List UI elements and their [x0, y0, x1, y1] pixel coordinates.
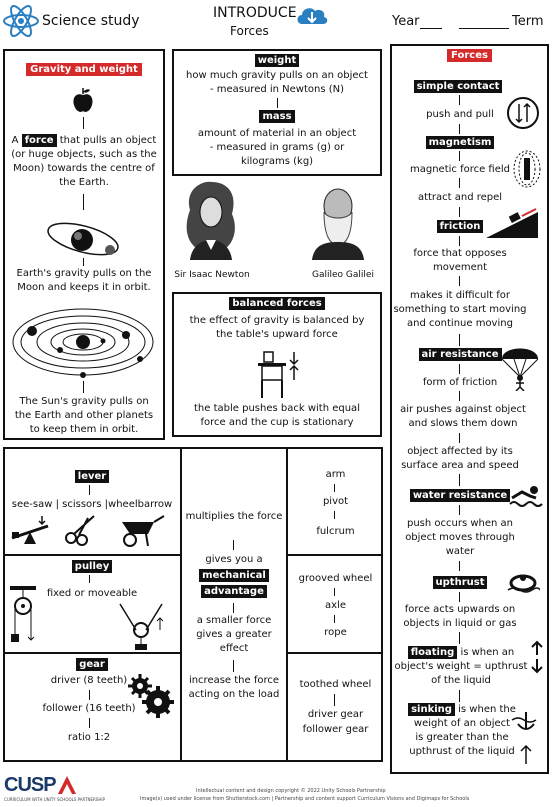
mass-text2: - measured in grams (g) or: [209, 142, 345, 153]
air-pushes-text: air pushes against object and slows them down: [400, 404, 526, 429]
moveable-pulley-icon: [116, 600, 168, 650]
gravity-text3: The Sun's gravity pulls on the Earth and other planets to keep them in orbit.: [14, 396, 154, 435]
galileo-caption: Galileo Galilei: [312, 270, 374, 280]
term-blank: [459, 28, 509, 29]
upthrust-label: upthrust: [433, 576, 488, 589]
license-text: Image(s) used under license from Shutterstock.com | Partnership and content support Curriculum Visions and Digimaps for Schools: [140, 796, 470, 802]
gear-part-toothed: toothed wheel: [299, 679, 372, 690]
pulley-part-rope: rope: [324, 627, 347, 638]
atom-icon: [2, 2, 40, 40]
sinking-text: sinking is when the weight of an object is greater than the upthrust of the liquid: [409, 704, 516, 757]
term-label: Term: [512, 14, 544, 29]
cusp-logo-mark: [58, 776, 76, 794]
pulley-label: pulley: [72, 560, 112, 573]
wheelbarrow-icon: [116, 512, 166, 548]
machines-increase-force: increase the force acting on the load: [188, 675, 280, 700]
mass-text1: amount of material in an object: [197, 128, 357, 139]
balanced-text2: the table pushes back with equal force and the cup is stationary: [194, 403, 360, 428]
galileo-portrait: [302, 180, 374, 260]
weight-text2: - measured in Newtons (N): [209, 84, 345, 95]
gear-driver: driver (8 teeth): [50, 675, 128, 686]
water-resistance-label: water resistance: [410, 489, 510, 502]
lever-label: lever: [75, 470, 109, 483]
gear-label: gear: [76, 658, 108, 671]
gear-follower: follower (16 teeth): [42, 703, 136, 714]
push-pull-text: push and pull: [426, 109, 494, 120]
floating-text: floating is when an object's weight = upthrust of the liquid: [394, 647, 528, 686]
upthrust-def-text: force acts upwards on objects in liquid or gas: [403, 604, 517, 629]
cusp-logo: CUSP: [4, 774, 56, 796]
topic-label: Forces: [230, 24, 269, 38]
gear-ratio: ratio 1:2: [67, 732, 111, 743]
machines-multiplies: multiplies the force: [185, 511, 283, 522]
sinking-anchor-icon: [510, 708, 542, 766]
pulley-part-wheel: grooved wheel: [298, 573, 373, 584]
magnet-field-icon: [512, 150, 542, 188]
forces-heading: Forces: [447, 49, 492, 62]
page-title: INTRODUCE: [213, 5, 297, 21]
weight-label: weight: [255, 54, 300, 67]
logo-subtitle: CURRICULUM WITH UNITY SCHOOLS PARTNERSHIP: [4, 797, 105, 802]
machines-smaller-force: a smaller force gives a greater effect: [196, 615, 272, 654]
magnetic-field-text: magnetic force field: [409, 164, 511, 175]
gear-part-follower: follower gear: [302, 724, 369, 735]
balanced-label: balanced forces: [229, 297, 324, 310]
gears-icon: [126, 672, 176, 720]
table-cup-illustration: [254, 350, 304, 400]
ramp-friction-icon: [484, 208, 540, 240]
friction-def-text: force that opposes movement: [413, 248, 507, 273]
friction-effect-text: makes it difficult for something to start moving and continue moving: [393, 290, 527, 329]
gravity-text1: A force that pulls an object (or huge objects, such as the Moon) towards the centre of the Earth.: [11, 135, 157, 188]
scissors-icon: [64, 514, 98, 546]
swimmer-icon: [508, 484, 544, 510]
gear-part-driver: driver gear: [307, 709, 364, 720]
copyright-text: Intellectual content and design copyright © 2022 Unity Schools Partnership: [196, 788, 386, 794]
gravity-heading: Gravity and weight: [3, 63, 165, 77]
lever-part-fulcrum: fulcrum: [316, 526, 355, 537]
lever-part-pivot: pivot: [322, 496, 349, 507]
friction-label: friction: [437, 220, 484, 233]
air-resistance-label: air resistance: [419, 348, 502, 361]
solar-system-illustration: [12, 303, 154, 381]
magnetism-label: magnetism: [426, 136, 495, 149]
earth-moon-orbit-illustration: [44, 214, 122, 264]
fixed-pulley-icon: [8, 584, 38, 646]
weight-text1: how much gravity pulls on an object: [186, 70, 368, 81]
newton-portrait: [176, 180, 246, 260]
floating-ring-icon: [506, 570, 540, 596]
attract-repel-text: attract and repel: [417, 192, 503, 203]
advantage-label: advantage: [201, 585, 267, 598]
simple-contact-label: simple contact: [414, 80, 503, 93]
pulley-text: fixed or moveable: [46, 588, 138, 599]
header: [0, 0, 553, 44]
air-affected-text: object affected by its surface area and speed: [401, 446, 519, 471]
see-saw-icon: [8, 514, 52, 546]
mass-label: mass: [259, 110, 294, 123]
year-label: Year: [392, 14, 420, 29]
up-down-arrows-icon: [529, 640, 545, 674]
subject-label: Science study: [42, 13, 140, 29]
pulley-part-axle: axle: [325, 600, 346, 611]
newton-caption: Sir Isaac Newton: [174, 270, 250, 280]
lever-part-arm: arm: [325, 469, 346, 480]
water-push-text: push occurs when an object moves through water: [405, 518, 515, 557]
mass-text3: kilograms (kg): [240, 156, 314, 167]
gravity-text2: Earth's gravity pulls on the Moon and keeps it in orbit.: [16, 268, 152, 293]
lever-examples: see-saw | scissors |wheelbarrow: [11, 499, 173, 510]
machines-gives-you: gives you a: [205, 554, 263, 565]
year-blank: [420, 28, 442, 29]
mechanical-label: mechanical: [199, 569, 269, 582]
cloud-download-icon: [294, 2, 330, 28]
balanced-text1: the effect of gravity is balanced by the table's upward force: [189, 315, 365, 340]
form-of-friction-text: form of friction: [422, 377, 498, 388]
apple-icon: [72, 86, 94, 116]
